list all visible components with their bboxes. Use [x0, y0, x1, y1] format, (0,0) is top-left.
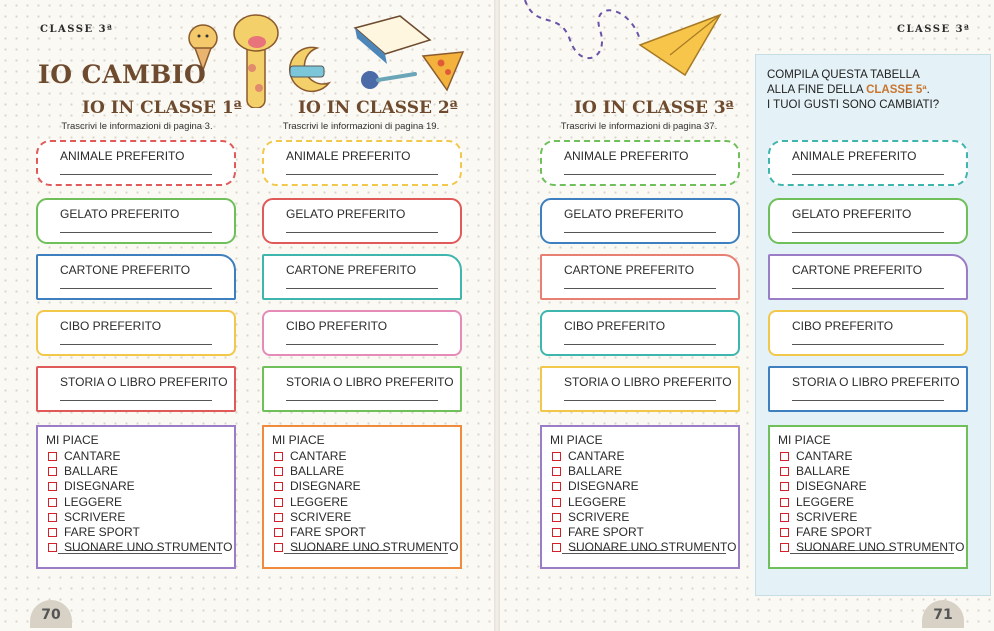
checkbox-icon[interactable] — [48, 482, 57, 491]
field-label: GELATO PREFERITO — [286, 207, 406, 221]
write-line[interactable] — [564, 344, 716, 345]
likes-option[interactable] — [778, 525, 966, 540]
likes-option-label: CANTARE — [796, 449, 853, 463]
likes-option-label: BALLARE — [796, 464, 851, 479]
likes-option-label: CANTARE — [290, 449, 347, 463]
checkbox-icon[interactable] — [780, 482, 789, 491]
field-box-cibo-preferito[interactable] — [262, 310, 462, 356]
likes-option[interactable] — [272, 525, 460, 540]
likes-option-label: SCRIVERE — [290, 509, 352, 524]
field-label: CARTONE PREFERITO — [564, 263, 695, 277]
field-box-gelato-preferito[interactable] — [768, 198, 968, 244]
checkbox-icon[interactable] — [552, 513, 561, 522]
write-line[interactable] — [564, 232, 716, 233]
write-line[interactable] — [792, 174, 944, 175]
likes-option-label: SCRIVERE — [796, 509, 858, 524]
likes-option-label: DISEGNARE — [290, 479, 361, 494]
write-line[interactable] — [286, 400, 438, 401]
checkbox-icon[interactable] — [48, 528, 57, 537]
checkbox-icon[interactable] — [780, 452, 789, 461]
column-title-classe-3: IO IN CLASSE 3ª — [574, 98, 734, 118]
write-line[interactable] — [792, 232, 944, 233]
likes-option[interactable] — [272, 510, 460, 525]
checkbox-icon[interactable] — [552, 528, 561, 537]
panel-line-1: COMPILA QUESTA TABELLA — [767, 69, 920, 81]
field-box-cibo-preferito[interactable] — [540, 310, 740, 356]
likes-option-label: CANTARE — [64, 449, 121, 463]
column-title-classe-1: IO IN CLASSE 1ª — [82, 98, 242, 118]
checkbox-icon[interactable] — [274, 482, 283, 491]
field-box-storia-o-libro-preferito[interactable] — [36, 366, 236, 412]
likes-option-label: LEGGERE — [290, 494, 349, 509]
likes-option-label: BALLARE — [64, 464, 119, 479]
write-line[interactable] — [60, 288, 212, 289]
field-label: STORIA O LIBRO PREFERITO — [60, 375, 228, 389]
running-head-left: CLASSE 3ª — [40, 24, 114, 35]
field-box-gelato-preferito[interactable] — [36, 198, 236, 244]
field-box-cartone-preferito[interactable] — [262, 254, 462, 300]
likes-option-label: DISEGNARE — [568, 479, 639, 494]
write-line[interactable] — [564, 174, 716, 175]
field-label: GELATO PREFERITO — [792, 207, 912, 221]
field-box-animale-preferito[interactable] — [768, 140, 968, 186]
field-box-cibo-preferito[interactable] — [768, 310, 968, 356]
likes-option[interactable] — [46, 510, 234, 525]
field-box-storia-o-libro-preferito[interactable] — [262, 366, 462, 412]
paper-plane-icon — [520, 0, 735, 85]
likes-option[interactable] — [550, 510, 738, 525]
likes-option-label: SUONARE UNO STRUMENTO — [290, 540, 459, 555]
field-label: CIBO PREFERITO — [60, 319, 162, 333]
checkbox-icon[interactable] — [552, 452, 561, 461]
write-line[interactable] — [60, 344, 212, 345]
likes-option-label: SCRIVERE — [568, 509, 630, 524]
likes-title: MI PIACE — [46, 433, 99, 447]
likes-box — [540, 425, 740, 569]
likes-option[interactable] — [550, 464, 738, 479]
likes-option[interactable] — [46, 495, 234, 510]
illustrations-icon — [185, 8, 475, 108]
likes-option[interactable] — [550, 449, 738, 464]
field-box-cibo-preferito[interactable] — [36, 310, 236, 356]
checkbox-icon[interactable] — [780, 543, 789, 552]
field-box-storia-o-libro-preferito[interactable] — [540, 366, 740, 412]
column-title-classe-2: IO IN CLASSE 2ª — [298, 98, 458, 118]
likes-title: MI PIACE — [550, 433, 603, 447]
checkbox-icon[interactable] — [780, 467, 789, 476]
likes-box — [768, 425, 968, 569]
checkbox-icon[interactable] — [780, 498, 789, 507]
field-label: CIBO PREFERITO — [286, 319, 388, 333]
checkbox-icon[interactable] — [48, 467, 57, 476]
likes-option[interactable] — [46, 525, 234, 540]
panel-line-2: ALLA FINE DELLA CLASSE 5ª. — [767, 84, 930, 96]
field-label: CARTONE PREFERITO — [792, 263, 923, 277]
likes-option-label: LEGGERE — [568, 494, 627, 509]
page-number-right: 71 — [922, 600, 964, 628]
checkbox-icon[interactable] — [274, 452, 283, 461]
write-line[interactable] — [286, 288, 438, 289]
likes-option[interactable] — [778, 495, 966, 510]
instrument-write-line[interactable] — [562, 553, 726, 554]
checkbox-icon[interactable] — [274, 498, 283, 507]
field-label: GELATO PREFERITO — [60, 207, 180, 221]
checkbox-icon[interactable] — [780, 528, 789, 537]
likes-option-label: SUONARE UNO STRUMENTO — [64, 540, 233, 555]
field-box-animale-preferito[interactable] — [36, 140, 236, 186]
checkbox-icon[interactable] — [780, 513, 789, 522]
field-box-cartone-preferito[interactable] — [768, 254, 968, 300]
likes-title: MI PIACE — [778, 433, 831, 447]
likes-box — [36, 425, 236, 569]
likes-box — [262, 425, 462, 569]
field-label: ANIMALE PREFERITO — [792, 149, 917, 163]
likes-option[interactable] — [272, 495, 460, 510]
likes-option-label: SUONARE UNO STRUMENTO — [568, 540, 737, 555]
likes-option[interactable] — [778, 449, 966, 464]
checkbox-icon[interactable] — [552, 498, 561, 507]
likes-title: MI PIACE — [272, 433, 325, 447]
field-label: CARTONE PREFERITO — [60, 263, 191, 277]
microphone-icon — [361, 71, 415, 89]
write-line[interactable] — [792, 288, 944, 289]
checkbox-icon[interactable] — [274, 513, 283, 522]
likes-option-label: FARE SPORT — [796, 524, 872, 539]
likes-option-label: FARE SPORT — [64, 524, 140, 539]
likes-option[interactable] — [272, 449, 460, 464]
field-box-animale-preferito[interactable] — [262, 140, 462, 186]
field-label: ANIMALE PREFERITO — [564, 149, 689, 163]
field-box-gelato-preferito[interactable] — [540, 198, 740, 244]
likes-option-label: CANTARE — [568, 449, 625, 463]
likes-option-label: LEGGERE — [796, 494, 855, 509]
likes-option-label: FARE SPORT — [290, 524, 366, 539]
write-line[interactable] — [60, 232, 212, 233]
field-box-storia-o-libro-preferito[interactable] — [768, 366, 968, 412]
instrument-write-line[interactable] — [790, 553, 954, 554]
write-line[interactable] — [792, 400, 944, 401]
running-head-right: CLASSE 3ª — [897, 24, 971, 35]
field-label: ANIMALE PREFERITO — [286, 149, 411, 163]
column-subtitle-classe-3: Trascrivi le informazioni di pagina 37. — [560, 121, 718, 132]
likes-option[interactable] — [778, 510, 966, 525]
checkbox-icon[interactable] — [274, 528, 283, 537]
checkbox-icon[interactable] — [552, 467, 561, 476]
field-label: CIBO PREFERITO — [792, 319, 894, 333]
likes-option[interactable] — [550, 525, 738, 540]
field-label: CARTONE PREFERITO — [286, 263, 417, 277]
write-line[interactable] — [286, 344, 438, 345]
checkbox-icon[interactable] — [48, 543, 57, 552]
field-label: GELATO PREFERITO — [564, 207, 684, 221]
write-line[interactable] — [60, 174, 212, 175]
write-line[interactable] — [564, 288, 716, 289]
field-box-animale-preferito[interactable] — [540, 140, 740, 186]
open-book-icon — [355, 16, 430, 64]
likes-option-label: BALLARE — [290, 464, 345, 479]
giraffe-icon — [234, 15, 278, 108]
checkbox-icon[interactable] — [552, 543, 561, 552]
page-number-left: 70 — [30, 600, 72, 628]
likes-option-label: DISEGNARE — [64, 479, 135, 494]
field-label: CIBO PREFERITO — [564, 319, 666, 333]
field-label: ANIMALE PREFERITO — [60, 149, 185, 163]
page-title: IO CAMBIO — [38, 60, 207, 89]
likes-option-label: FARE SPORT — [568, 524, 644, 539]
column-subtitle-classe-1: Trascrivi le informazioni di pagina 3. — [61, 121, 213, 132]
likes-option[interactable] — [46, 479, 234, 494]
checkbox-icon[interactable] — [48, 513, 57, 522]
likes-option-label: DISEGNARE — [796, 479, 867, 494]
write-line[interactable] — [286, 174, 438, 175]
likes-option[interactable] — [550, 495, 738, 510]
field-label: STORIA O LIBRO PREFERITO — [286, 375, 454, 389]
column-subtitle-classe-2: Trascrivi le informazioni di pagina 19. — [282, 121, 440, 132]
likes-option-label: BALLARE — [568, 464, 623, 479]
write-line[interactable] — [60, 400, 212, 401]
instrument-write-line[interactable] — [58, 553, 222, 554]
instrument-write-line[interactable] — [284, 553, 448, 554]
likes-option[interactable] — [778, 479, 966, 494]
checkbox-icon[interactable] — [48, 498, 57, 507]
likes-option[interactable] — [46, 449, 234, 464]
write-line[interactable] — [564, 400, 716, 401]
likes-option[interactable] — [272, 479, 460, 494]
pizza-icon — [423, 52, 463, 90]
write-line[interactable] — [286, 232, 438, 233]
field-box-cartone-preferito[interactable] — [36, 254, 236, 300]
checkbox-icon[interactable] — [48, 452, 57, 461]
checkbox-icon[interactable] — [274, 467, 283, 476]
write-line[interactable] — [792, 344, 944, 345]
classe-5-highlight: CLASSE 5ª — [866, 84, 927, 96]
likes-option[interactable] — [778, 464, 966, 479]
likes-option[interactable] — [46, 464, 234, 479]
panel-instructions — [767, 68, 987, 113]
likes-option[interactable] — [550, 479, 738, 494]
field-label: STORIA O LIBRO PREFERITO — [564, 375, 732, 389]
likes-option[interactable] — [272, 464, 460, 479]
checkbox-icon[interactable] — [274, 543, 283, 552]
likes-option-label: SCRIVERE — [64, 509, 126, 524]
likes-option-label: LEGGERE — [64, 494, 123, 509]
checkbox-icon[interactable] — [552, 482, 561, 491]
field-box-cartone-preferito[interactable] — [540, 254, 740, 300]
panel-line-3: I TUOI GUSTI SONO CAMBIATI? — [767, 99, 940, 111]
moon-icon — [290, 47, 329, 91]
likes-option-label: SUONARE UNO STRUMENTO — [796, 540, 965, 555]
field-box-gelato-preferito[interactable] — [262, 198, 462, 244]
field-label: STORIA O LIBRO PREFERITO — [792, 375, 960, 389]
